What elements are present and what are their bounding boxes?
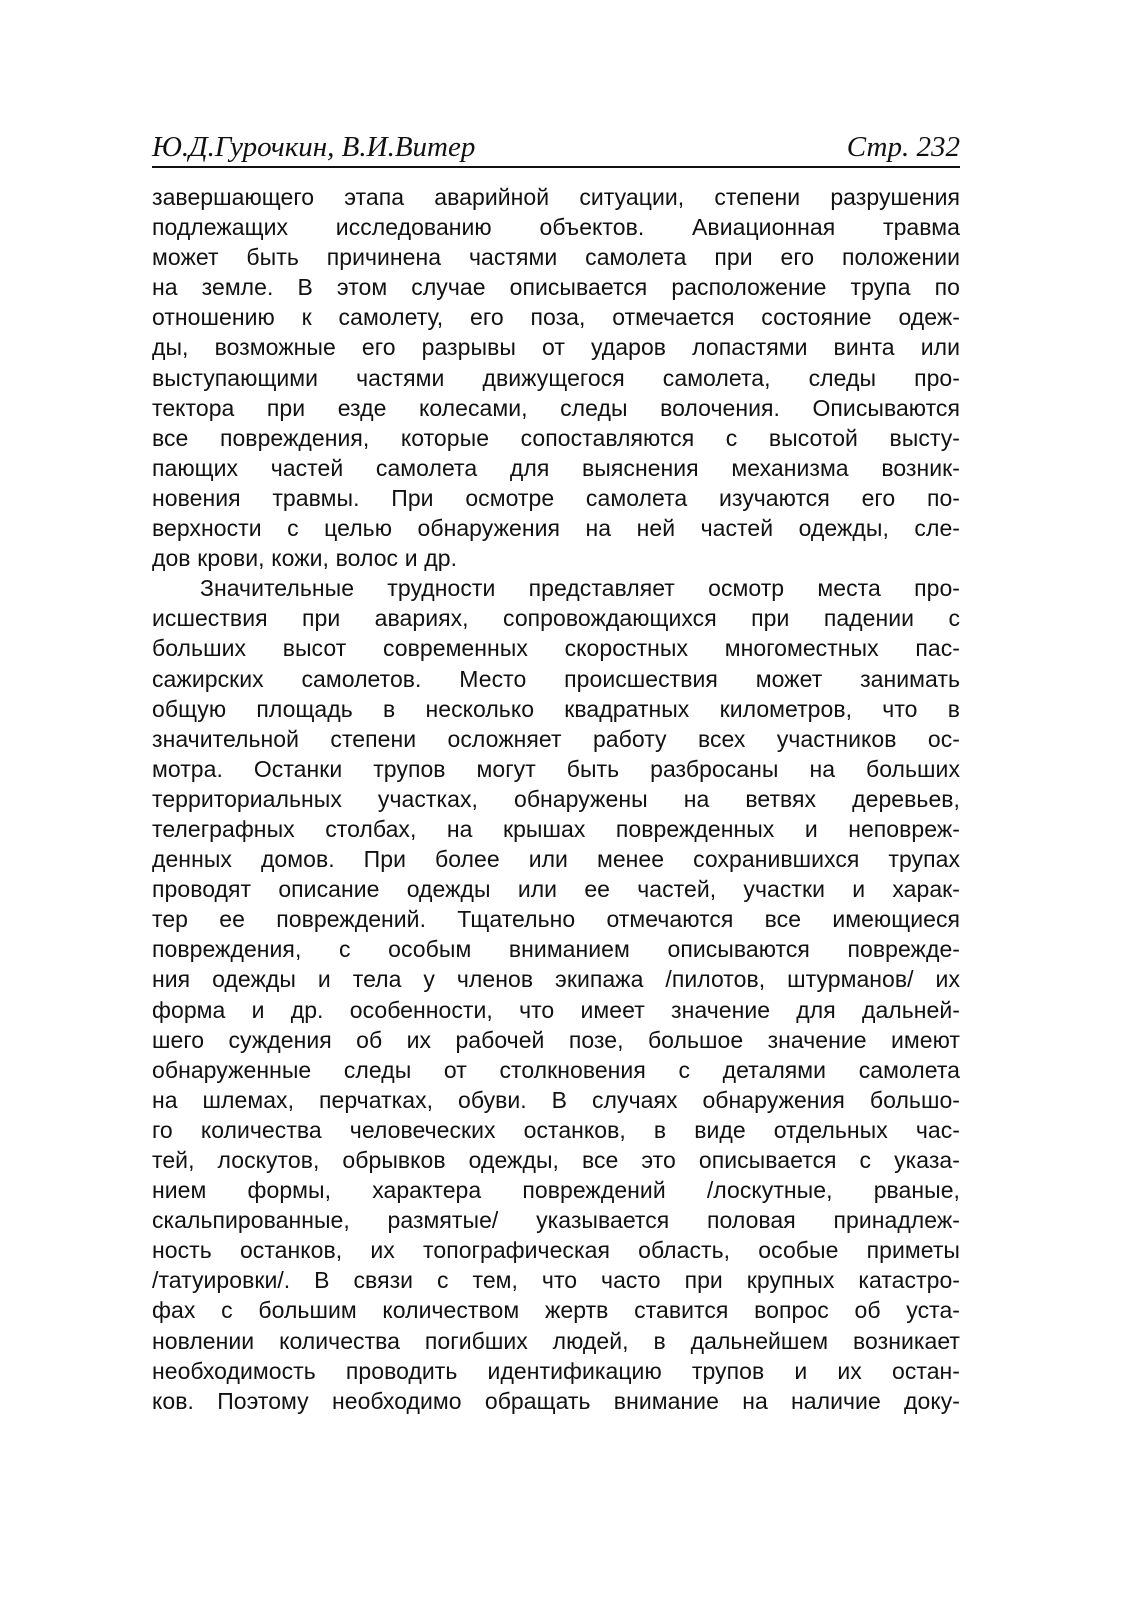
text-line: мотра. Останки трупов могут быть разбросаны на больших [152,755,960,782]
text-line: ность останков, их топографическая область, особые приметы [152,1237,960,1264]
text-line: на шлемах, перчатках, обуви. В случаях обнаружения большо- [152,1086,960,1113]
text-line: тер ее повреждений. Тщательно отмечаются все имеющиеся [152,906,960,933]
body-text [152,182,960,1416]
text-line: общую площадь в несколько квадратных километров, что в [152,695,960,722]
header-rule [152,166,960,168]
text-line: все повреждения, которые сопоставляются с высотой высту- [152,424,960,451]
page-header [152,124,960,168]
text-line: исшествия при авариях, сопровождающихся при падении с [152,605,960,632]
text-line: больших высот современных скоростных многоместных пас- [152,635,960,662]
text-line: форма и др. особенности, что имеет значение для дальней- [152,996,960,1023]
text-line: выступающими частями движущегося самолета, следы про- [152,364,960,391]
header-authors: Ю.Д.Гурочкин, В.И.Витер [152,131,476,163]
text-line: скальпированные, размятые/ указывается половая принадлеж- [152,1207,960,1234]
text-line: Значительные трудности представляет осмотр места про- [200,575,960,602]
text-line: завершающего этапа аварийной ситуации, степени разрушения [152,184,960,210]
text-line: /татуировки/. В связи с тем, что часто при крупных катастро- [152,1267,960,1294]
paragraph [152,182,960,573]
text-line: пающих частей самолета для выяснения механизма возник- [152,454,960,481]
text-line: верхности с целью обнаружения на ней частей одежды, сле- [152,515,960,542]
text-line: на земле. В этом случае описывается расположение трупа по [152,274,960,301]
header-page-label: Стр. 232 [846,131,960,163]
text-line: подлежащих исследованию объектов. Авиационная травма [152,214,960,241]
text-line: тей, лоскутов, обрывков одежды, все это описывается с указа- [152,1147,960,1173]
text-line: дов крови, кожи, волос и др. [152,545,458,572]
paragraph [152,573,960,1416]
text-line: нием формы, характера повреждений /лоскутные, рваные, [152,1177,960,1204]
text-line: шего суждения об их рабочей позе, большое значение имеют [152,1026,960,1053]
text-line: территориальных участках, обнаружены на ветвях деревьев, [152,785,960,812]
text-line: телеграфных столбах, на крышах поврежденных и неповреж- [152,815,960,842]
text-line: сажирских самолетов. Место происшествия может занимать [152,665,960,692]
text-line: го количества человеческих останков, в виде отдельных час- [152,1116,960,1143]
text-line: обнаруженные следы от столкновения с деталями самолета [152,1056,960,1083]
text-line: тектора при езде колесами, следы волочения. Описываются [152,394,960,421]
text-line: значительной степени осложняет работу всех участников ос- [152,725,960,752]
text-line: фах с большим количеством жертв ставится вопрос об уста- [152,1297,960,1324]
text-line: ния одежды и тела у членов экипажа /пилотов, штурманов/ их [152,966,960,993]
text-line: новлении количества погибших людей, в дальнейшем возникает [152,1327,960,1354]
text-line: проводят описание одежды или ее частей, участки и харак- [152,876,960,903]
text-line: новения травмы. При осмотре самолета изучаются его по- [152,484,960,511]
text-line: денных домов. При более или менее сохранившихся трупах [152,846,960,873]
text-line: ков. Поэтому необходимо обращать внимание на наличие доку- [152,1387,960,1414]
text-line: ды, возможные его разрывы от ударов лопастями винта или [152,334,960,361]
text-line: необходимость проводить идентификацию трупов и их остан- [152,1357,960,1384]
text-line: повреждения, с особым вниманием описываются поврежде- [152,936,960,963]
text-line: может быть причинена частями самолета при его положении [152,244,960,271]
text-line: отношению к самолету, его поза, отмечается состояние одеж- [152,304,960,331]
